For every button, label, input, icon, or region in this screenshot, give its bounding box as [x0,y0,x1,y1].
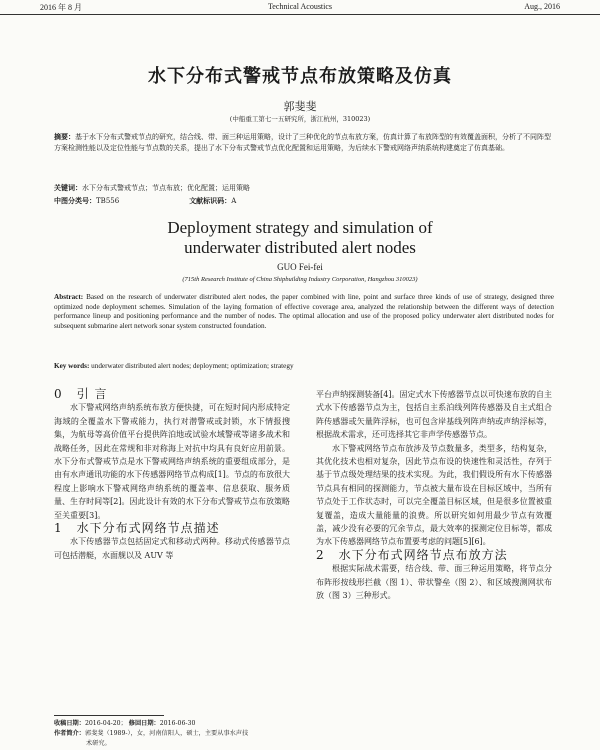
header-date-en: Aug., 2016 [524,2,560,11]
section-0-number: 0 [54,387,63,401]
section-2-title: 水下分布式网络节点布放方法 [338,547,508,562]
author-cn: 郭斐斐 [283,100,317,113]
abstract-en-label: Abstract: [54,293,84,301]
footnote-dates [54,719,195,728]
doc-code: A [231,197,237,205]
revised-label: 修回日期： [128,720,160,727]
revised-date: 2016-06-30 [159,720,196,727]
keywords-en-label: Key words: [54,362,90,370]
footnote-author-cont: 术研究。 [86,740,111,747]
body-column-left [54,388,290,562]
paragraph-intro: 水下警戒网络声纳系统布放方便快捷，可在短时间内形成特定海域的全覆盖水下警戒能力，执行对潜警戒或封锁，水下情报搜集，为航母等高价值平台提供阵泊地或试验水域警戒等诸多战术和战略任务，因此在常规和非对称海上对抗中均具有良好应用前景。水下分布式警戒节点是水下警戒网络声纳系统的重要组成部分，是由有水声通讯功能的水下传感器网络节点构成[1]。节点的布放很大程度上影响水下警戒网络声纳系统的覆盖率、信息获取、服务质量、生存时间等[2]。因此设计有效的水下分布式警戒节点布放策略至关重要[3]。 [54,403,290,520]
paper-title-cn: 水下分布式警戒节点布放策略及仿真 [148,66,452,87]
paragraph-node-desc: 水下传感器节点包括固定式和移动式两种。移动式传感器节点可包括潜艇，水面舰以及 AUV 等 [54,537,290,560]
paper-title-en [0,218,600,258]
running-header [0,0,600,15]
paragraph-deployment: 水下警戒网络节点布放涉及节点数量多，类型多，结构复杂，其优化技术也相对复杂，因此节点布设的快速性和灵活性，存列于基于节点级处理结果的技术实现。为此，我们假设所有水下传感器节点具有相同的探测能力，节点被大量布设在目标区域中，当所有节点处于工作状态时，可以完全覆盖目标区域，但是很多位置被重复覆盖，造成大量能量的浪费。所以研究如何用最少节点有效覆盖，减少没有必要的冗余节点，最大效率的探测定位目标等，都成为水下传感器网络节点布置要考虑的问题[5][6]。 [316,443,552,547]
affiliation-cn: (中船重工第七一五研究所，浙江杭州，310023) [229,115,371,123]
paper-title-en-text: Deployment strategy and simulation of underwater distributed alert nodes [167,218,433,257]
abstract-cn-text: 基于水下分布式警戒节点的研究，结合线、带、面三种运用策略，设计了三种优化的节点布放方案，仿真计算了布放阵型的有效覆盖面积，分析了不同阵型方案检测性能以及定位性能与节点数的关系，提出了水下分布式警戒节点优化配置和运用策略，为后续水下警戒网络声纳系统构建奠定了仿真基础。 [54,133,551,152]
author-bio: 郭斐斐（1989-），女，河南信阳人，硕士，主要从事水声技 [84,730,249,737]
abstract-en [54,293,554,331]
header-date-cn: 2016 年 8 月 [40,3,82,12]
classification-row [54,196,236,206]
abstract-en-text: Based on the research of underwater distributed alert nodes, the paper combined with line, point and surface three kinds of use of strategy, designed three optimized node deployment schemes. Simulation of the laying formation of effective coverage area, analyzed the relationship between the different ways of detection performance lineup and positioning performance and the number of nodes. The optimal allocation and use of the proposed policy underwater alert distributed nodes for subsequent submarine alert network sonar system constructed foundation. [54,293,554,330]
keywords-cn-label: 关键词： [54,183,82,192]
section-0-title: 引 言 [76,387,108,401]
footnote-divider [54,715,164,716]
keywords-cn-text: 水下分布式警戒节点；节点布放；优化配置；运用策略 [82,184,250,192]
section-heading-1 [54,522,290,535]
received-label: 收稿日期： [54,720,85,727]
keywords-en-text: underwater distributed alert nodes; deployment; optimization; strategy [91,362,294,370]
keywords-en [54,362,294,370]
keywords-cn [54,183,250,193]
author-bio-label: 作者简介： [54,730,85,737]
paragraph-method: 根据实际战术需要，结合线、带、面三种运用策略，将节点分布阵形按线形拦截（图 1）、带状警垒（图 2）、和区域搜测网状布放（图 3）三种形式。 [316,564,552,601]
section-heading-0 [54,388,290,401]
paragraph-continued: 平台声纳探测装备[4]。固定式水下传感器节点以可快速布放的自主式水下传感器节点为主，包括自主系泊线列阵传感器及自主式组合阵传感器或矢量阵浮标，也可包含岸基线列阵声纳或声纳浮标等，根据战术需求，还可选择其它非声学传感器节点。 [316,390,552,440]
doc-code-label: 文献标识码： [189,196,232,205]
footnote-author [54,729,248,738]
clc-code: TB556 [96,197,120,205]
abstract-cn [54,132,554,153]
clc-label: 中图分类号： [54,196,96,205]
abstract-cn-label: 摘要： [54,132,75,141]
affiliation-en: (715th Research Institute of China Shipbuilding Industry Corporation, Hangzhou 310023) [182,276,418,283]
section-1-title: 水下分布式网络节点描述 [76,521,220,536]
received-date: 2016-04-20； [84,720,127,727]
body-column-right [316,388,552,603]
section-2-number: 2 [316,547,325,562]
author-en: GUO Fei-fei [277,262,323,272]
header-journal: Technical Acoustics [267,2,333,11]
section-heading-2 [316,549,552,562]
section-1-number: 1 [54,521,63,536]
